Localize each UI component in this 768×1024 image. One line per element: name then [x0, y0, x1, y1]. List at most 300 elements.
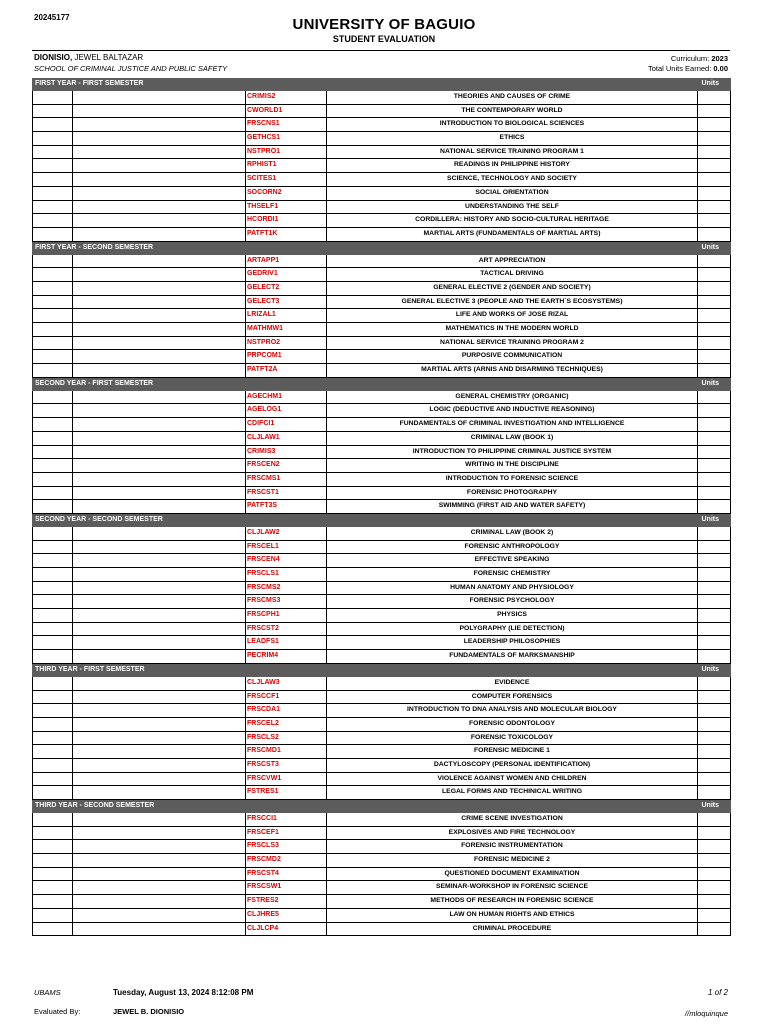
- course-row: [32, 691, 731, 705]
- table-cell: [32, 404, 73, 418]
- course-code: GELECT2: [247, 283, 280, 291]
- header-rule: [32, 50, 730, 51]
- semester-title: SECOND YEAR - SECOND SEMESTER: [35, 515, 163, 523]
- course-code: FRSCCF1: [247, 692, 280, 700]
- table-cell: [32, 527, 73, 541]
- course-title: READINGS IN PHILIPPINE HISTORY: [454, 161, 570, 169]
- table-cell: [696, 418, 731, 432]
- course-row: [32, 309, 731, 323]
- course-title: DACTYLOSCOPY (PERSONAL IDENTIFICATION): [433, 760, 591, 768]
- course-code: FRSCMD1: [247, 747, 281, 755]
- course-row: [32, 364, 731, 378]
- evaluator-name: JEWEL B. DIONISIO: [113, 1007, 185, 1016]
- table-cell: [32, 650, 73, 664]
- course-code: CLJHRE5: [247, 910, 279, 918]
- course-row: [32, 881, 731, 895]
- course-title: SOCIAL ORIENTATION: [475, 188, 549, 196]
- course-code: CDIFCI1: [247, 420, 275, 428]
- course-title: CRIMINAL PROCEDURE: [472, 924, 552, 932]
- semester-title: SECOND YEAR - FIRST SEMESTER: [35, 379, 154, 387]
- table-cell: [32, 786, 73, 800]
- course-title: GENERAL ELECTIVE 3 (PEOPLE AND THE EARTH`S ECOSYSTEMS): [401, 297, 623, 305]
- course-title: CRIMINAL LAW (BOOK 1): [470, 433, 554, 441]
- course-title: CRIME SCENE INVESTIGATION: [461, 815, 563, 822]
- course-row: [32, 214, 731, 228]
- course-title: INTRODUCTION TO DNA ANALYSIS AND MOLECULAR BIOLOGY: [407, 706, 617, 714]
- course-code: FRSCNS1: [247, 120, 280, 128]
- table-cell: [696, 309, 731, 323]
- course-code: FSTRES2: [247, 897, 279, 905]
- table-cell: [32, 827, 73, 841]
- table-cell: [696, 282, 731, 296]
- course-code: GELECT3: [247, 297, 280, 305]
- table-cell: [32, 173, 73, 187]
- course-title: HUMAN ANATOMY AND PHYSIOLOGY: [450, 583, 574, 591]
- course-title: THE CONTEMPORARY WORLD: [461, 106, 563, 114]
- course-title: LOGIC (DEDUCTIVE AND INDUCTIVE REASONING): [429, 406, 595, 414]
- course-code: FRSCLS1: [247, 570, 279, 577]
- evaluated-by-label: Evaluated By:: [34, 1007, 81, 1016]
- table-cell: [32, 881, 73, 895]
- course-code: THSELF1: [247, 202, 279, 210]
- semester-header: [32, 664, 731, 677]
- table-cell: [32, 337, 73, 351]
- course-row: [32, 609, 731, 623]
- course-code: FRSCST4: [247, 869, 279, 877]
- semester-title: FIRST YEAR - FIRST SEMESTER: [35, 80, 144, 87]
- table-cell: [696, 759, 731, 773]
- course-row: [32, 854, 731, 868]
- course-row: [32, 500, 731, 514]
- table-cell: [696, 527, 731, 541]
- course-code: PATFT3S: [247, 502, 278, 510]
- course-row: [32, 732, 731, 746]
- course-row: [32, 636, 731, 650]
- table-cell: [696, 146, 731, 160]
- table-cell: [32, 773, 73, 787]
- table-cell: [32, 541, 73, 555]
- table-cell: [696, 582, 731, 596]
- course-title: TACTICAL DRIVING: [480, 270, 544, 278]
- table-cell: [696, 228, 731, 242]
- table-cell: [32, 309, 73, 323]
- table-cell: [32, 132, 73, 146]
- course-row: [32, 187, 731, 201]
- course-row: [32, 527, 731, 541]
- course-title: METHODS OF RESEARCH IN FORENSIC SCIENCE: [430, 897, 594, 905]
- course-title: ETHICS: [499, 134, 525, 142]
- course-title: MARTIAL ARTS (ARNIS AND DISARMING TECHNIQUES): [421, 366, 603, 374]
- table-cell: [696, 91, 731, 105]
- table-cell: [32, 554, 73, 568]
- table-cell: [696, 350, 731, 364]
- table-cell: [696, 255, 731, 269]
- table-cell: [696, 541, 731, 555]
- course-row: [32, 923, 731, 937]
- table-cell: [32, 118, 73, 132]
- table-cell: [696, 473, 731, 487]
- table-cell: [32, 623, 73, 637]
- course-row: [32, 446, 731, 460]
- course-code: LRIZAL1: [247, 311, 276, 319]
- course-code: FRSCMS3: [247, 597, 281, 605]
- total-units: [648, 64, 728, 73]
- course-row: [32, 201, 731, 215]
- course-code: MATHMW1: [247, 325, 284, 332]
- course-code: GEDRIV1: [247, 270, 278, 278]
- course-row: [32, 595, 731, 609]
- course-title: LIFE AND WORKS OF JOSE RIZAL: [455, 311, 569, 319]
- table-cell: [696, 118, 731, 132]
- units-column-header: Units: [701, 80, 719, 87]
- course-row: [32, 459, 731, 473]
- course-title: LEADERSHIP PHILOSOPHIES: [463, 638, 561, 646]
- course-title: FUNDAMENTALS OF CRIMINAL INVESTIGATION AND INTELLIGENCE: [399, 420, 625, 428]
- course-title: FORENSIC MEDICINE 1: [474, 747, 550, 755]
- course-row: [32, 173, 731, 187]
- course-row: [32, 568, 731, 582]
- course-code: CRIMIS3: [247, 447, 276, 455]
- course-title: EFFECTIVE SPEAKING: [474, 556, 550, 564]
- table-cell: [32, 923, 73, 937]
- course-row: [32, 228, 731, 242]
- course-title: FORENSIC ANTHROPOLOGY: [464, 542, 560, 550]
- table-cell: [696, 650, 731, 664]
- course-row: [32, 868, 731, 882]
- table-cell: [32, 432, 73, 446]
- course-row: [32, 473, 731, 487]
- table-cell: [696, 691, 731, 705]
- course-title: INTRODUCTION TO BIOLOGICAL SCIENCES: [439, 120, 585, 128]
- course-code: NSTPRO2: [247, 338, 281, 346]
- table-cell: [32, 146, 73, 160]
- table-cell: [32, 500, 73, 514]
- course-row: [32, 582, 731, 596]
- course-code: AGECHM1: [247, 392, 283, 400]
- table-cell: [32, 105, 73, 119]
- table-cell: [32, 595, 73, 609]
- course-title: FORENSIC TOXICOLOGY: [470, 733, 554, 741]
- table-cell: [32, 473, 73, 487]
- course-code: FRSCMS2: [247, 583, 281, 591]
- course-row: [32, 487, 731, 501]
- semester-header: [32, 78, 731, 91]
- course-row: [32, 909, 731, 923]
- course-row: [32, 745, 731, 759]
- course-row: [32, 323, 731, 337]
- course-row: [32, 105, 731, 119]
- course-code: AGELOG1: [247, 406, 282, 414]
- table-cell: [32, 759, 73, 773]
- units-column-header: Units: [701, 665, 719, 673]
- table-cell: [696, 677, 731, 691]
- course-code: PECRIM4: [247, 652, 279, 660]
- semester-header: [32, 378, 731, 391]
- table-cell: [32, 840, 73, 854]
- table-cell: [696, 214, 731, 228]
- course-title: UNDERSTANDING THE SELF: [465, 202, 559, 210]
- table-cell: [696, 745, 731, 759]
- course-code: PATFT1K: [247, 229, 278, 237]
- student-name: [34, 53, 143, 62]
- table-cell: [32, 187, 73, 201]
- table-cell: [696, 487, 731, 501]
- table-cell: [32, 255, 73, 269]
- page-number: 1 of 2: [707, 988, 728, 997]
- table-cell: [696, 840, 731, 854]
- table-cell: [32, 391, 73, 405]
- course-title: SCIENCE, TECHNOLOGY AND SOCIETY: [447, 175, 577, 183]
- units-column-header: Units: [701, 379, 719, 387]
- course-code: CLJLAW3: [247, 678, 280, 686]
- course-code: FRSCLS2: [247, 733, 279, 741]
- course-title: SEMINAR-WORKSHOP IN FORENSIC SCIENCE: [435, 883, 589, 891]
- table-cell: [32, 691, 73, 705]
- course-code: FRSCCI1: [247, 815, 277, 822]
- course-code: FRSCST3: [247, 760, 279, 768]
- table-cell: [696, 459, 731, 473]
- table-cell: [696, 446, 731, 460]
- course-title: COMPUTER FORENSICS: [471, 692, 553, 700]
- course-title: INTRODUCTION TO FORENSIC SCIENCE: [445, 474, 579, 482]
- course-code: FRSCST2: [247, 624, 279, 632]
- course-row: [32, 895, 731, 909]
- course-title: LEGAL FORMS AND TECHINICAL WRITING: [442, 788, 582, 796]
- course-row: [32, 718, 731, 732]
- table-cell: [32, 418, 73, 432]
- table-cell: [696, 159, 731, 173]
- course-row: [32, 813, 731, 827]
- semester-header: [32, 242, 731, 255]
- course-title: PURPOSIVE COMMUNICATION: [461, 352, 563, 360]
- table-cell: [696, 895, 731, 909]
- table-cell: [696, 636, 731, 650]
- course-code: FRSCLS3: [247, 842, 279, 850]
- table-cell: [696, 773, 731, 787]
- units-column-header: Units: [701, 243, 719, 251]
- table-cell: [32, 487, 73, 501]
- table-cell: [696, 704, 731, 718]
- course-row: [32, 759, 731, 773]
- student-last-name: DIONISIO,: [34, 53, 73, 62]
- course-title: EXPLOSIVES AND FIRE TECHNOLOGY: [448, 828, 576, 836]
- course-code: FSTRES1: [247, 788, 279, 796]
- course-title: VIOLENCE AGAINST WOMEN AND CHILDREN: [437, 774, 587, 782]
- table-cell: [32, 159, 73, 173]
- course-row: [32, 391, 731, 405]
- table-cell: [696, 623, 731, 637]
- table-cell: [696, 173, 731, 187]
- course-row: [32, 554, 731, 568]
- table-cell: [696, 105, 731, 119]
- table-cell: [32, 459, 73, 473]
- course-title: MATHEMATICS IN THE MODERN WORLD: [445, 325, 579, 332]
- table-cell: [32, 214, 73, 228]
- course-code: FRSCEN2: [247, 461, 280, 469]
- course-row: [32, 650, 731, 664]
- table-cell: [32, 732, 73, 746]
- course-row: [32, 827, 731, 841]
- course-code: FRSCEL2: [247, 719, 279, 727]
- table-cell: [696, 404, 731, 418]
- course-title: FORENSIC ODONTOLOGY: [469, 719, 555, 727]
- table-cell: [696, 554, 731, 568]
- table-cell: [696, 187, 731, 201]
- table-cell: [32, 364, 73, 378]
- course-code: HCORDI1: [247, 216, 279, 224]
- course-row: [32, 773, 731, 787]
- table-cell: [32, 813, 73, 827]
- course-title: FORENSIC INSTRUMENTATION: [461, 842, 563, 850]
- course-title: FORENSIC PSYCHOLOGY: [469, 597, 555, 605]
- course-code: FRSCEL1: [247, 542, 279, 550]
- curriculum: [671, 54, 728, 63]
- course-row: [32, 91, 731, 105]
- course-title: PHYSICS: [497, 611, 527, 619]
- table-cell: [32, 568, 73, 582]
- course-title: LAW ON HUMAN RIGHTS AND ETHICS: [449, 910, 575, 918]
- school-name: SCHOOL OF CRIMINAL JUSTICE AND PUBLIC SAFETY: [34, 64, 228, 73]
- table-cell: [32, 228, 73, 242]
- table-cell: [696, 881, 731, 895]
- course-title: GENERAL CHEMISTRY (ORGANIC): [455, 392, 569, 400]
- course-row: [32, 541, 731, 555]
- table-cell: [696, 813, 731, 827]
- course-title: EVIDENCE: [494, 678, 530, 686]
- course-code: CLJLAW1: [247, 433, 280, 441]
- course-title: CRIMINAL LAW (BOOK 2): [470, 528, 554, 536]
- course-title: MARTIAL ARTS (FUNDAMENTALS OF MARTIAL ARTS): [423, 229, 601, 237]
- course-code: PATFT2A: [247, 366, 278, 374]
- footer-system: UBAMS: [34, 988, 61, 997]
- course-row: [32, 146, 731, 160]
- course-code: RPHIST1: [247, 161, 277, 169]
- course-row: [32, 704, 731, 718]
- table-cell: [696, 718, 731, 732]
- course-title: FUNDAMENTALS OF MARKSMANSHIP: [449, 652, 575, 660]
- course-row: [32, 132, 731, 146]
- course-code: FRSCPH1: [247, 611, 280, 619]
- course-code: CRIMIS2: [247, 93, 276, 100]
- course-row: [32, 432, 731, 446]
- course-row: [32, 677, 731, 691]
- table-cell: [696, 268, 731, 282]
- table-cell: [696, 296, 731, 310]
- table-cell: [32, 854, 73, 868]
- course-title: CORDILLERA: HISTORY AND SOCIO-CULTURAL HERITAGE: [415, 216, 609, 224]
- course-code: FRSCMS1: [247, 474, 281, 482]
- table-cell: [32, 282, 73, 296]
- table-cell: [696, 909, 731, 923]
- semester-header: [32, 800, 731, 813]
- semester-title: THIRD YEAR - SECOND SEMESTER: [35, 802, 155, 809]
- course-title: POLYGRAPHY (LIE DETECTION): [459, 624, 565, 632]
- course-row: [32, 118, 731, 132]
- course-code: CWORLD1: [247, 106, 283, 114]
- course-row: [32, 268, 731, 282]
- course-row: [32, 255, 731, 269]
- course-title: WRITING IN THE DISCIPLINE: [465, 461, 559, 469]
- course-title: NATIONAL SERVICE TRAINING PROGRAM 2: [440, 338, 584, 346]
- course-code: ARTAPP1: [247, 256, 280, 264]
- total-units-value: 0.00: [713, 64, 728, 73]
- table-cell: [696, 323, 731, 337]
- table-cell: [696, 132, 731, 146]
- table-cell: [696, 854, 731, 868]
- course-row: [32, 159, 731, 173]
- course-code: NSTPRO1: [247, 147, 281, 155]
- course-title: THEORIES AND CAUSES OF CRIME: [453, 93, 571, 100]
- table-cell: [32, 582, 73, 596]
- course-row: [32, 350, 731, 364]
- course-code: CLJLCP4: [247, 924, 279, 932]
- table-cell: [696, 609, 731, 623]
- table-cell: [696, 923, 731, 937]
- student-first-name: JEWEL BALTAZAR: [72, 53, 144, 62]
- table-cell: [32, 909, 73, 923]
- evaluation-table: [32, 78, 731, 936]
- table-cell: [696, 732, 731, 746]
- table-cell: [32, 636, 73, 650]
- table-cell: [32, 296, 73, 310]
- table-cell: [696, 500, 731, 514]
- course-title: GENERAL ELECTIVE 2 (GENDER AND SOCIETY): [433, 283, 591, 291]
- course-code: PRPCOM1: [247, 352, 282, 360]
- table-cell: [696, 827, 731, 841]
- course-title: QUESTIONED DOCUMENT EXAMINATION: [444, 869, 580, 877]
- signature-mark: //mloquinque: [685, 1009, 728, 1018]
- table-cell: [696, 432, 731, 446]
- university-title: UNIVERSITY OF BAGUIO: [292, 16, 476, 33]
- table-cell: [32, 350, 73, 364]
- table-cell: [32, 201, 73, 215]
- table-cell: [32, 704, 73, 718]
- table-cell: [696, 868, 731, 882]
- course-code: FRSCEF1: [247, 828, 279, 836]
- table-cell: [32, 91, 73, 105]
- semester-title: THIRD YEAR - FIRST SEMESTER: [35, 665, 145, 673]
- table-cell: [696, 201, 731, 215]
- table-cell: [32, 446, 73, 460]
- curriculum-value: 2023: [711, 54, 728, 63]
- semester-title: FIRST YEAR - SECOND SEMESTER: [35, 243, 154, 251]
- course-row: [32, 786, 731, 800]
- course-title: INTRODUCTION TO PHILIPPINE CRIMINAL JUSTICE SYSTEM: [412, 447, 612, 455]
- course-code: SOCORN2: [247, 188, 282, 196]
- course-title: FORENSIC PHOTOGRAPHY: [466, 488, 558, 496]
- course-code: FRSCVW1: [247, 774, 282, 782]
- course-title: ART APPRECIATION: [478, 256, 546, 264]
- course-row: [32, 296, 731, 310]
- course-title: NATIONAL SERVICE TRAINING PROGRAM 1: [440, 147, 584, 155]
- semester-header: [32, 514, 731, 527]
- table-cell: [696, 337, 731, 351]
- table-cell: [32, 745, 73, 759]
- course-code: FRSCST1: [247, 488, 279, 496]
- course-code: FRSCDA1: [247, 706, 281, 714]
- table-cell: [32, 609, 73, 623]
- course-row: [32, 337, 731, 351]
- course-code: FRSCSW1: [247, 883, 282, 891]
- table-cell: [32, 677, 73, 691]
- course-row: [32, 418, 731, 432]
- table-cell: [32, 323, 73, 337]
- table-cell: [696, 786, 731, 800]
- course-row: [32, 282, 731, 296]
- course-row: [32, 404, 731, 418]
- course-title: SWIMMING (FIRST AID AND WATER SAFETY): [438, 502, 586, 510]
- course-code: FRSCMD2: [247, 856, 281, 864]
